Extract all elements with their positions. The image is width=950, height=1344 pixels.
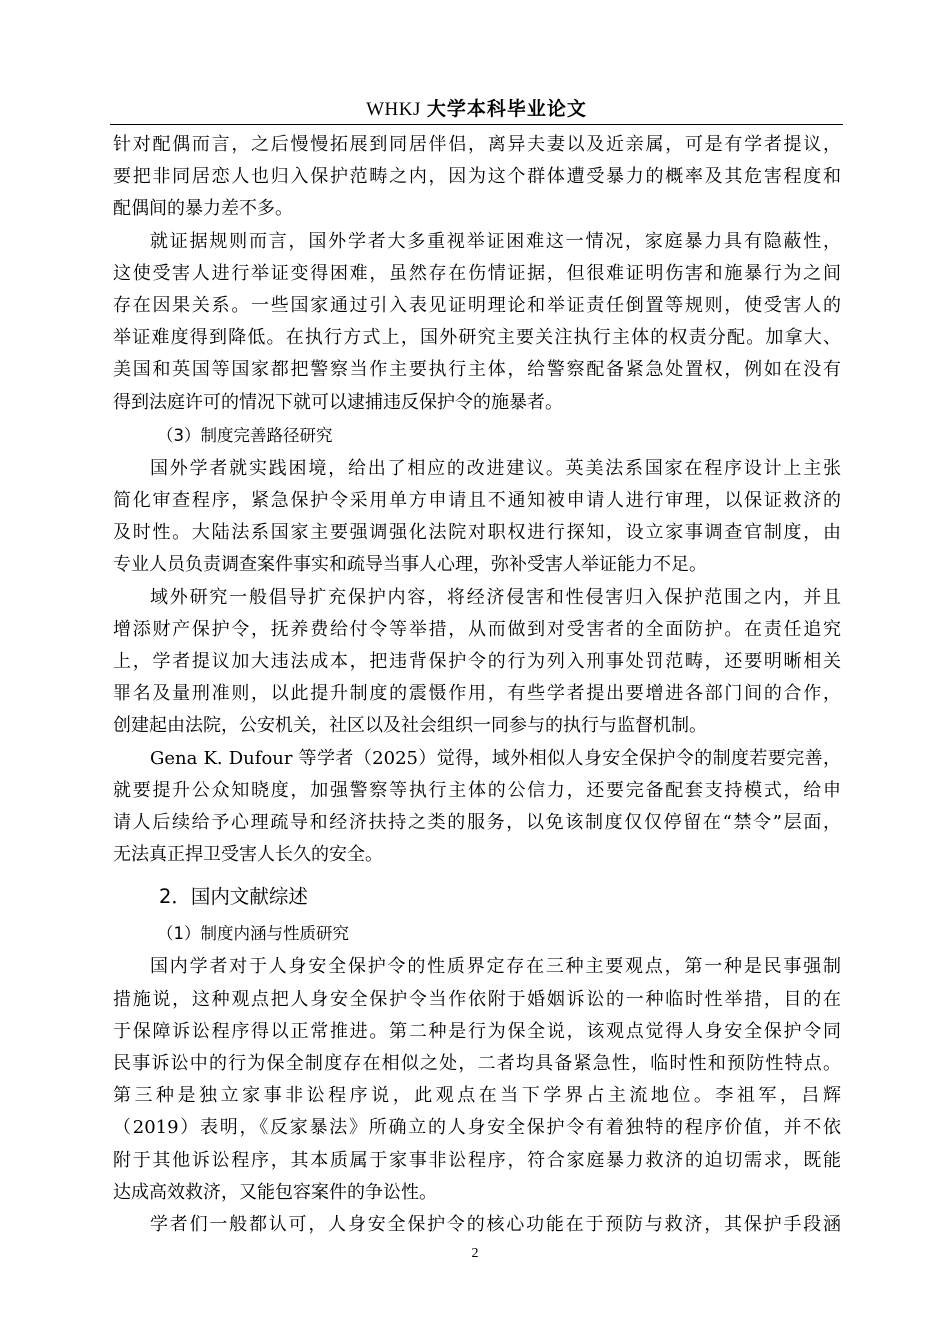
- text-line: 存在因果关系。一些国家通过引入表见证明理论和举证责任倒置等规则，使受害人的: [113, 295, 841, 317]
- text-line: 无法真正捍卫受害人长久的安全。: [113, 844, 383, 866]
- text-line: （2019）表明，《反家暴法》所确立的人身安全保护令有着独特的程序价值，并不依: [113, 1117, 841, 1139]
- text-line: 请人后续给予心理疏导和经济扶持之类的服务，以免该制度仅仅停留在“禁令”层面，: [113, 812, 841, 834]
- text-line: 简化审查程序，紧急保护令采用单方申请且不通知被申请人进行审理，以保证救济的: [113, 490, 841, 512]
- text-line: 于保障诉讼程序得以正常推进。第二种是行为保全说，该观点觉得人身安全保护令同: [113, 1020, 841, 1042]
- text-line: 要把非同居恋人也归入保护范畴之内，因为这个群体遭受暴力的概率及其危害程度和: [113, 166, 841, 188]
- text-line: 达成高效救济，又能包容案件的争讼性。: [113, 1181, 437, 1203]
- text-line: 就要提升公众知晓度，加强警察等执行主体的公信力，还要完备配套支持模式，给申: [113, 779, 841, 801]
- page-header: [110, 96, 843, 123]
- page-body: [113, 129, 841, 1241]
- text-line: 针对配偶而言，之后慢慢拓展到同居伴侣，离异夫妻以及近亲属，可是有学者提议，: [113, 134, 841, 155]
- paragraph-5: [113, 743, 841, 872]
- text-line: 罪名及量刑准则，以此提升制度的震慑作用，有些学者提出要增进各部门间的合作，: [113, 683, 841, 705]
- page-number: 2: [471, 1246, 479, 1261]
- text-line: 国内学者对于人身安全保护令的性质界定存在三种主要观点，第一种是民事强制: [150, 956, 841, 978]
- text-line: 国外学者就实践困境，给出了相应的改进建议。英美法系国家在程序设计上主张: [150, 457, 841, 479]
- paragraph-6: [113, 951, 841, 1209]
- section-heading-3: （3）制度完善路径研究: [157, 425, 333, 445]
- text-line: Gena K. Dufour 等学者（2025）觉得，域外相似人身安全保护令的制度若要完善，: [150, 747, 841, 769]
- text-line: 这使受害人进行举证变得困难，虽然存在伤情证据，但很难证明伤害和施暴行为之间: [113, 262, 841, 284]
- paragraph-3: [113, 453, 841, 582]
- header-rule: [110, 124, 843, 125]
- section-heading-1: （1）制度内涵与性质研究: [157, 924, 349, 944]
- text-line: 附于其他诉讼程序，其本质属于家事非讼程序，符合家庭暴力救济的迫切需求，既能: [113, 1149, 841, 1171]
- text-line: 第三种是独立家事非讼程序说，此观点在当下学界占主流地位。李祖军，吕辉: [113, 1085, 841, 1107]
- text-line: 措施说，这种观点把人身安全保护令当作依附于婚姻诉讼的一种临时性举措，目的在: [113, 988, 841, 1010]
- header-latin: WHKJ: [366, 99, 421, 120]
- text-line: 上，学者提议加大违法成本，把违背保护令的行为列入刑事处罚范畴，还要明晰相关: [113, 651, 841, 673]
- text-line: 学者们一般都认可，人身安全保护令的核心功能在于预防与救济，其保护手段涵: [150, 1214, 841, 1236]
- text-line: 举证难度得到降低。在执行方式上，国外研究主要关注执行主体的权责分配。加拿大、: [113, 327, 841, 349]
- text-line: 民事诉讼中的行为保全制度存在相似之处，二者均具备紧急性，临时性和预防性特点。: [113, 1053, 841, 1075]
- paragraph-2: [113, 226, 841, 419]
- text-line: 就证据规则而言，国外学者大多重视举证困难这一情况，家庭暴力具有隐蔽性，: [150, 230, 841, 252]
- text-line: 美国和英国等国家都把警察当作主要执行主体，给警察配备紧急处置权，例如在没有: [113, 359, 841, 381]
- text-line: 增添财产保护令，抚养费给付令等举措，从而做到对受害者的全面防护。在责任追究: [113, 618, 841, 640]
- section-heading-2: 2．国内文献综述: [159, 885, 308, 909]
- text-line: 专业人员负责调查案件事实和疏导当事人心理，弥补受害人举证能力不足。: [113, 554, 707, 576]
- text-line: 创建起由法院，公安机关，社区以及社会组织一同参与的执行与监督机制。: [113, 715, 707, 737]
- text-line: 域外研究一般倡导扩充保护内容，将经济侵害和性侵害归入保护范围之内，并且: [150, 586, 841, 608]
- paragraph-4: [113, 582, 841, 743]
- text-line: 配偶间的暴力差不多。: [113, 198, 293, 220]
- paragraph-7: [113, 1209, 841, 1241]
- header-title: 大学本科毕业论文: [426, 98, 587, 120]
- text-line: 得到法庭许可的情况下就可以逮捕违反保护令的施暴者。: [113, 391, 563, 413]
- text-line: 及时性。大陆法系国家主要强调强化法院对职权进行探知，设立家事调查官制度，由: [113, 522, 841, 544]
- paragraph-1: [113, 129, 841, 226]
